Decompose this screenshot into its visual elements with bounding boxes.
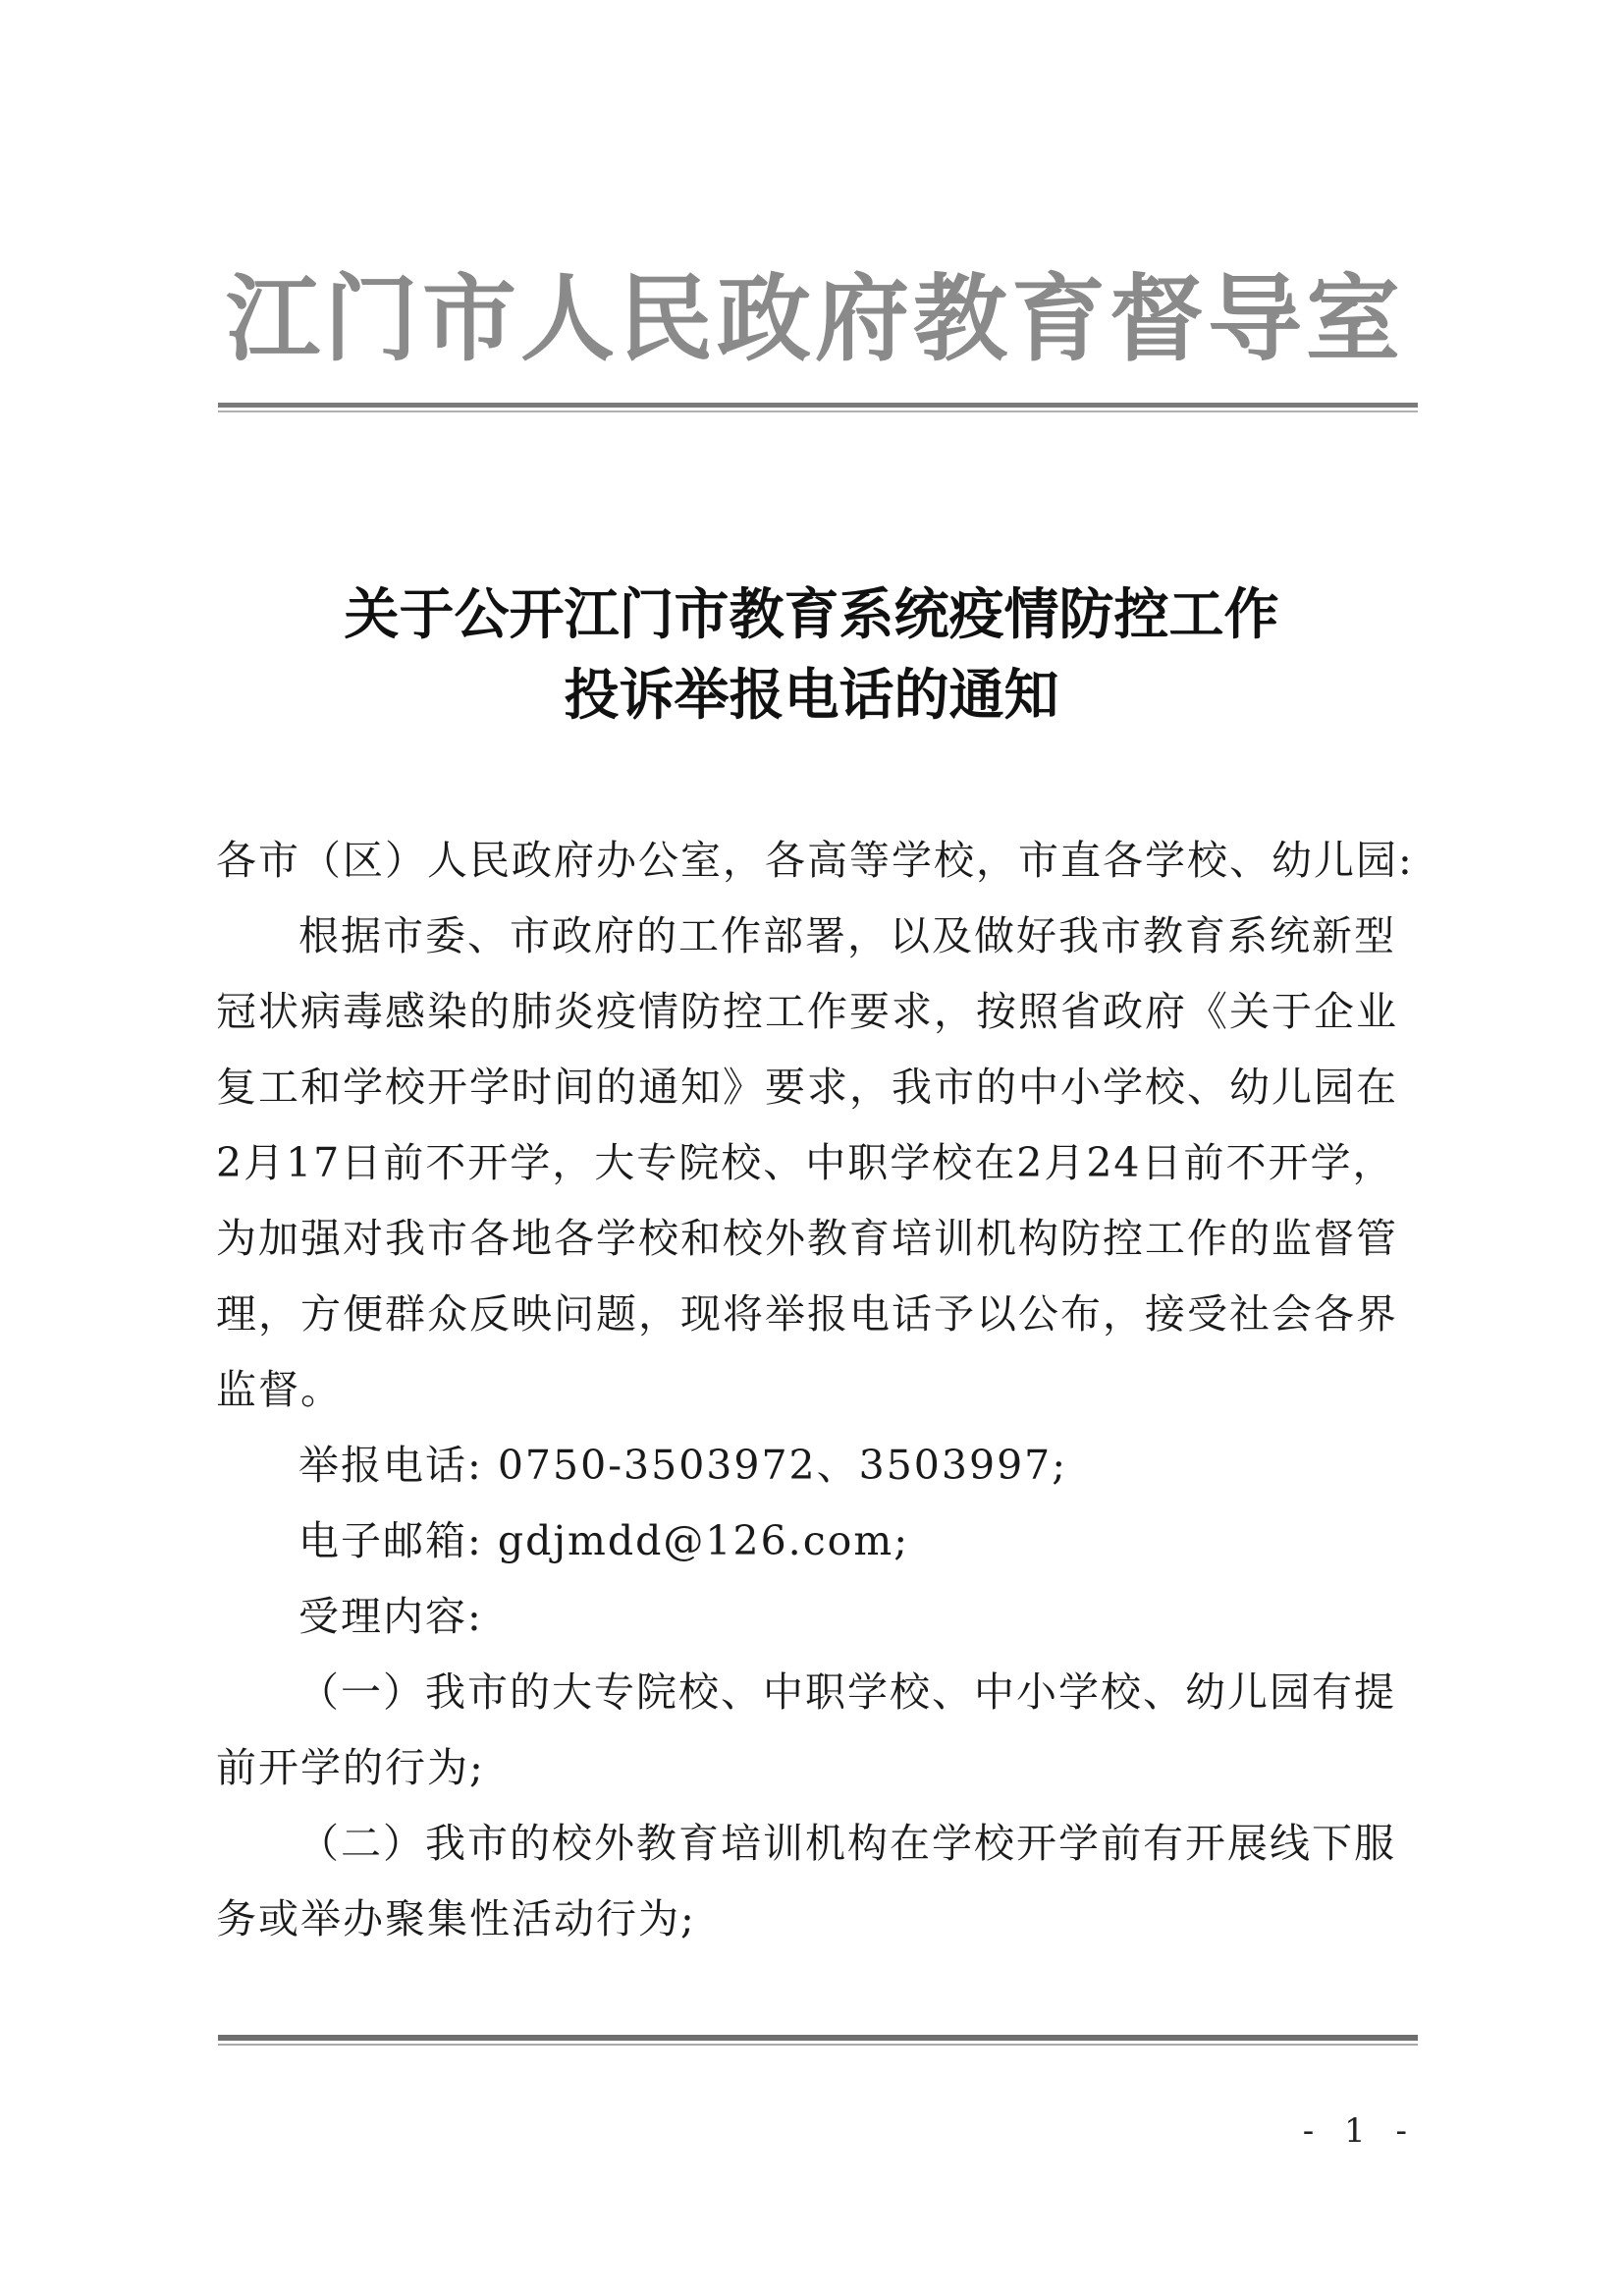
- footer-divider: [218, 2035, 1418, 2041]
- notice-title-line-1: 关于公开江门市教育系统疫情防控工作: [344, 582, 1279, 647]
- scope-item-1: （一）我市的大专院校、中职学校、中小学校、幼儿园有提前开学的行为;: [216, 1668, 1396, 1791]
- scope-item-2: （二）我市的校外教育培训机构在学校开学前有开展线下服务或举办聚集性活动行为;: [216, 1820, 1396, 1942]
- hotline-line: 举报电话: 0750-3503972、3503997;: [298, 1442, 1068, 1489]
- masthead-divider-thin: [218, 410, 1418, 412]
- notice-title-line-2: 投诉举报电话的通知: [564, 663, 1059, 728]
- main-paragraph: 根据市委、市政府的工作部署，以及做好我市教育系统新型冠状病毒感染的肺炎疫情防控工作要求，按照省政府《关于企业复工和学校开学时间的通知》要求，我市的中小学校、幼儿园在2月17日前不开学，大专院校、中职学校在2月24日前不开学，为加强对我市各地各学校和校外教育培训机构防控工作的监督管理，方便群众反映问题，现将举报电话予以公布，接受社会各界监督。: [216, 912, 1398, 1413]
- notice-title: [196, 574, 1427, 736]
- email-line: 电子邮箱: gdjmdd@126.com;: [298, 1517, 910, 1564]
- footer-divider-thin: [218, 2044, 1418, 2046]
- issuing-office-masthead: 江门市人民政府教育督导室: [226, 264, 1404, 374]
- scope-heading: 受理内容:: [298, 1593, 483, 1640]
- masthead-divider: [218, 403, 1418, 408]
- notice-body: [216, 823, 1414, 1957]
- recipients-line: 各市（区）人民政府办公室，各高等学校，市直各学校、幼儿园:: [216, 837, 1414, 884]
- page-number: - 1 -: [1302, 2111, 1417, 2151]
